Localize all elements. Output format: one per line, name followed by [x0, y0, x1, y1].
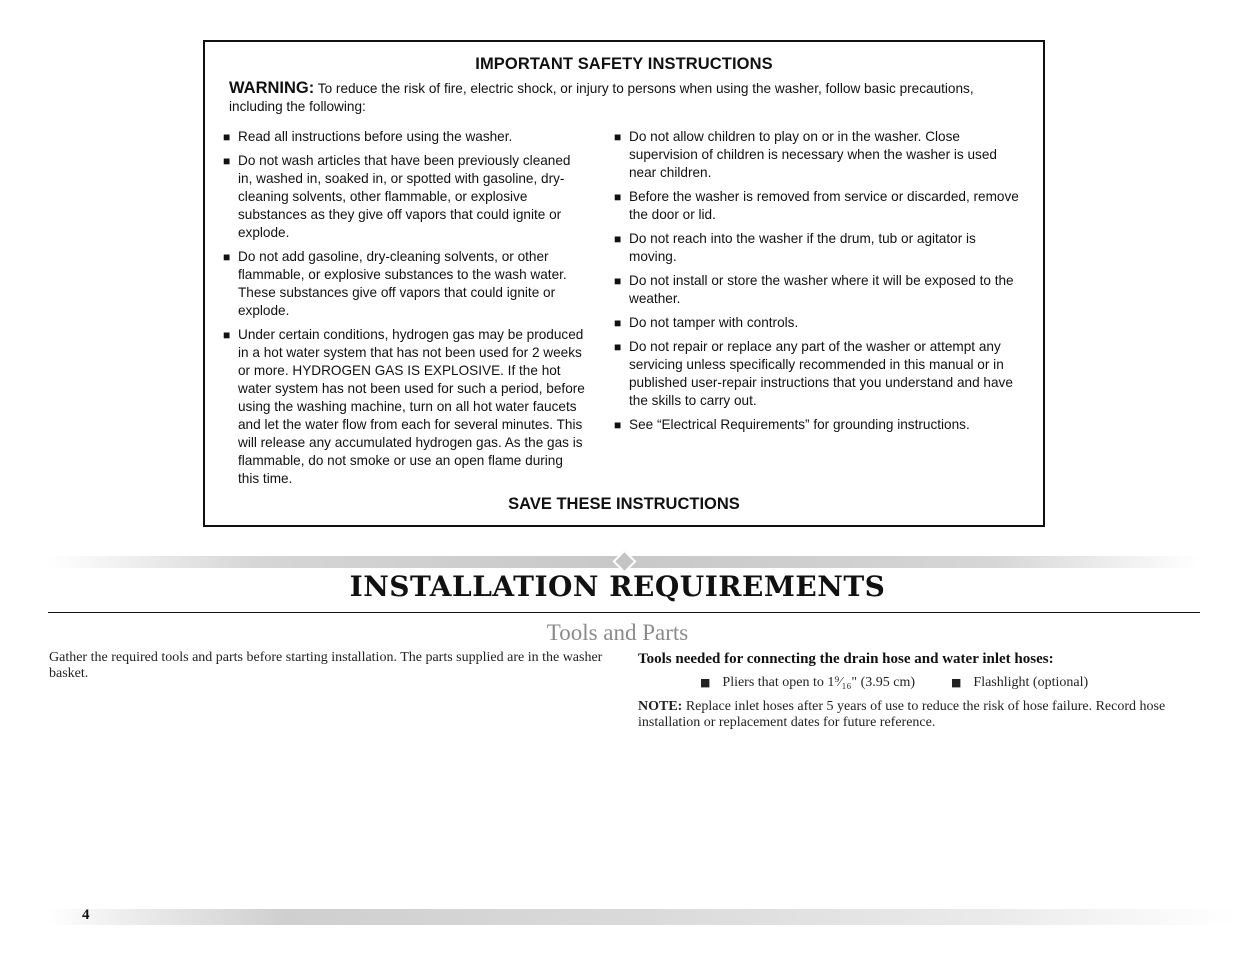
bullet-icon: ■	[951, 676, 962, 689]
bullet-icon: ■	[614, 274, 622, 288]
note-text: Replace inlet hoses after 5 years of use to reduce the risk of hose failure. Record hose installation or replacement dates for future reference.	[638, 699, 1166, 730]
bullet-icon: ■	[614, 340, 622, 354]
bullet-icon: ■	[614, 316, 622, 330]
bullet-icon: ■	[223, 154, 231, 168]
list-item-text: Before the washer is removed from service or discarded, remove the door or lid.	[629, 189, 1019, 222]
safety-instructions-box	[203, 40, 1045, 527]
list-item	[223, 128, 585, 146]
list-item	[614, 416, 1022, 434]
bullet-icon: ■	[223, 250, 231, 264]
list-item-text: Do not repair or replace any part of the washer or attempt any servicing unless specifically recommended in this manual or in published user-repair instructions that you understand and have the skills to carry out.	[629, 339, 1013, 408]
safety-list-right	[614, 128, 1022, 440]
bullet-icon: ■	[614, 130, 622, 144]
tool-item	[951, 675, 1088, 691]
tool-item-text: Flashlight (optional)	[973, 675, 1089, 690]
tools-heading: Tools needed for connecting the drain hose and water inlet hoses:	[638, 651, 1054, 667]
list-item	[614, 314, 1022, 332]
note-paragraph	[638, 699, 1203, 731]
warning-paragraph	[229, 79, 1013, 116]
list-item	[614, 128, 1022, 182]
bullet-icon: ■	[614, 190, 622, 204]
list-item	[614, 188, 1022, 224]
list-item	[223, 326, 585, 488]
footer-bar	[48, 909, 1235, 925]
list-item-text: Do not reach into the washer if the drum, tub or agitator is moving.	[629, 231, 976, 264]
list-item-text: Do not tamper with controls.	[629, 315, 799, 330]
bullet-icon: ■	[614, 232, 622, 246]
section-title: INSTALLATION REQUIREMENTS	[349, 570, 886, 603]
list-item-text: See “Electrical Requirements” for grounding instructions.	[629, 417, 970, 432]
warning-text: To reduce the risk of fire, electric shock, or injury to persons when using the washer, follow basic precautions, including the following:	[229, 81, 974, 114]
list-item-text: Do not wash articles that have been previously cleaned in, washed in, soaked in, or spotted with gasoline, dry-cleaning solvents, other flammable, or explosive substances as they give off vapors that could ignite or explode.	[238, 153, 571, 240]
tool-item-text: Pliers that open to 1⁹⁄₁₆" (3.95 cm)	[722, 675, 916, 690]
warning-label: WARNING:	[229, 79, 315, 97]
list-item	[223, 152, 585, 242]
save-instructions-text: SAVE THESE INSTRUCTIONS	[508, 495, 740, 513]
list-item	[223, 248, 585, 320]
bullet-icon: ■	[614, 418, 622, 432]
list-item	[614, 230, 1022, 266]
list-item	[614, 338, 1022, 410]
list-item-text: Do not install or store the washer where it will be exposed to the weather.	[629, 273, 1014, 306]
title-rule	[48, 612, 1200, 613]
list-item-text: Read all instructions before using the washer.	[238, 129, 513, 144]
list-item-text: Do not add gasoline, dry-cleaning solvents, or other flammable, or explosive substances to the wash water. These substances give off vapors that could ignite or explode.	[238, 249, 567, 318]
safety-title: IMPORTANT SAFETY INSTRUCTIONS	[475, 55, 773, 73]
page-number: 4	[82, 907, 90, 923]
tool-item	[700, 675, 915, 691]
note-label: NOTE:	[638, 699, 683, 714]
list-item-text: Do not allow children to play on or in the washer. Close supervision of children is necessary when the washer is used near children.	[629, 129, 997, 180]
list-item-text: Under certain conditions, hydrogen gas may be produced in a hot water system that has not been used for 2 weeks or more. HYDROGEN GAS IS EXPLOSIVE. If the hot water system has not been used for such a period, before using the washing machine, turn on all hot water faucets and let the water flow from each for several minutes. This will release any accumulated hydrogen gas. As the gas is flammable, do not smoke or use an open flame during this time.	[238, 327, 585, 486]
bullet-icon: ■	[223, 328, 231, 342]
bullet-icon: ■	[700, 676, 711, 689]
subsection-title: Tools and Parts	[546, 620, 689, 645]
bullet-icon: ■	[223, 130, 231, 144]
safety-list-left	[223, 128, 585, 494]
intro-paragraph: Gather the required tools and parts before starting installation. The parts supplied are in the washer basket.	[49, 650, 603, 681]
list-item	[614, 272, 1022, 308]
